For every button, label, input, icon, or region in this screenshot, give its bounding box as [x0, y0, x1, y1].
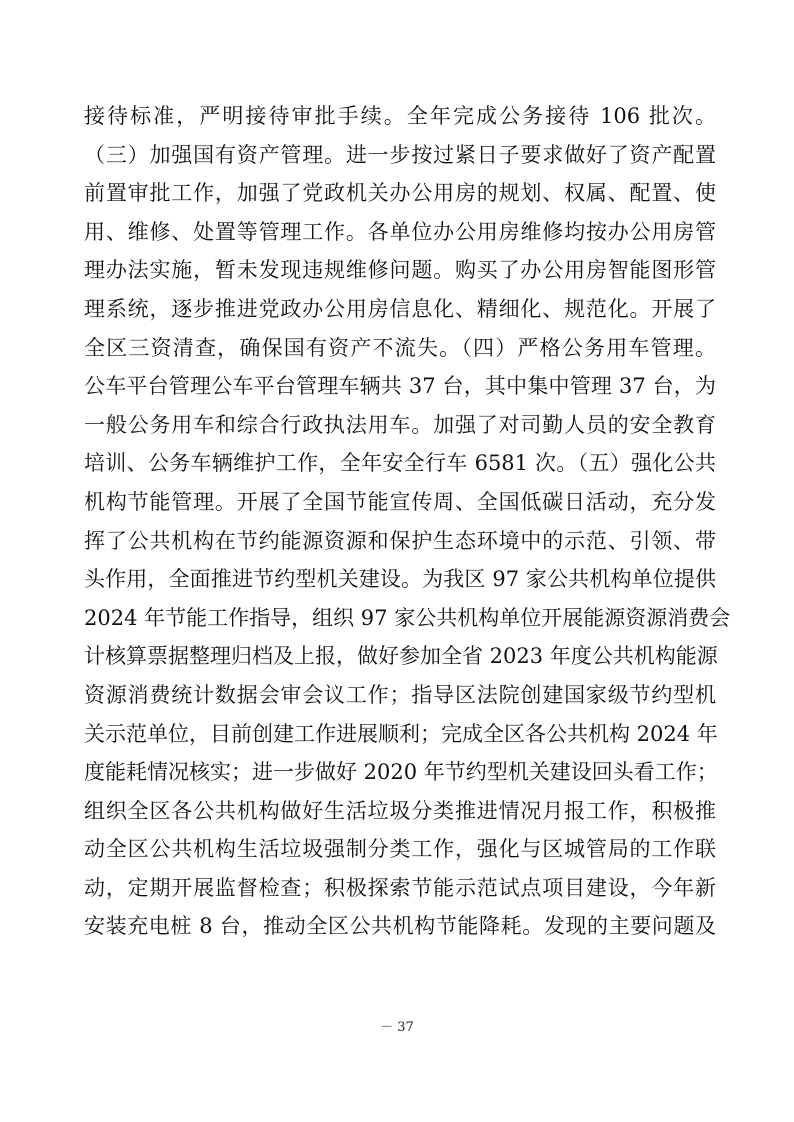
body-text: [84, 97, 731, 946]
text-line: 安装充电桩 8 台，推动全区公共机构节能降耗。发现的主要问题及: [84, 914, 716, 939]
text-line: 头作用，全面推进节约型机关建设。为我区 97 家公共机构单位提供: [84, 567, 716, 592]
text-line: （三）加强国有资产管理。进一步按过紧日子要求做好了资产配置: [84, 142, 716, 167]
text-line: 前置审批工作，加强了党政机关办公用房的规划、权属、配置、使: [84, 181, 716, 206]
text-line: 培训、公务车辆维护工作，全年安全行车 6581 次。（五）强化公共: [84, 451, 716, 476]
text-line: 挥了公共机构在节约能源资源和保护生态环境中的示范、引领、带: [84, 528, 716, 553]
text-line: 全区三资清查，确保国有资产不流失。（四）严格公务用车管理。: [84, 335, 716, 360]
page-number: － 37: [380, 1020, 414, 1035]
text-line: 动，定期开展监督检查；积极探索节能示范试点项目建设，今年新: [84, 875, 716, 900]
text-line: 2024 年节能工作指导，组织 97 家公共机构单位开展能源资源消费会: [84, 605, 731, 630]
text-line: 用、维修、处置等管理工作。各单位办公用房维修均按办公用房管: [84, 219, 716, 244]
text-line: 一般公务用车和综合行政执法用车。加强了对司勤人员的安全教育: [84, 412, 716, 437]
text-line: 度能耗情况核实；进一步做好 2020 年节约型机关建设回头看工作；: [84, 760, 718, 785]
text-line: 动全区公共机构生活垃圾强制分类工作，强化与区城管局的工作联: [84, 837, 716, 862]
text-line: 机构节能管理。开展了全国节能宣传周、全国低碳日活动，充分发: [84, 489, 716, 514]
text-line: 接待标准，严明接待审批手续。全年完成公务接待 106 批次。: [84, 104, 716, 128]
text-line: 资源消费统计数据会审会议工作；指导区法院创建国家级节约型机: [84, 682, 716, 707]
text-line: 理系统，逐步推进党政办公用房信息化、精细化、规范化。开展了: [84, 296, 716, 321]
text-line: 组织全区各公共机构做好生活垃圾分类推进情况月报工作，积极推: [84, 798, 716, 823]
text-line: 理办法实施，暂未发现违规维修问题。购买了办公用房智能图形管: [84, 258, 716, 283]
text-line: 计核算票据整理归档及上报，做好参加全省 2023 年度公共机构能源: [84, 644, 718, 669]
text-line: 公车平台管理公车平台管理车辆共 37 台，其中集中管理 37 台，为: [84, 374, 716, 399]
text-line: 关示范单位，目前创建工作进展顺利；完成全区各公共机构 2024 年: [84, 721, 718, 746]
